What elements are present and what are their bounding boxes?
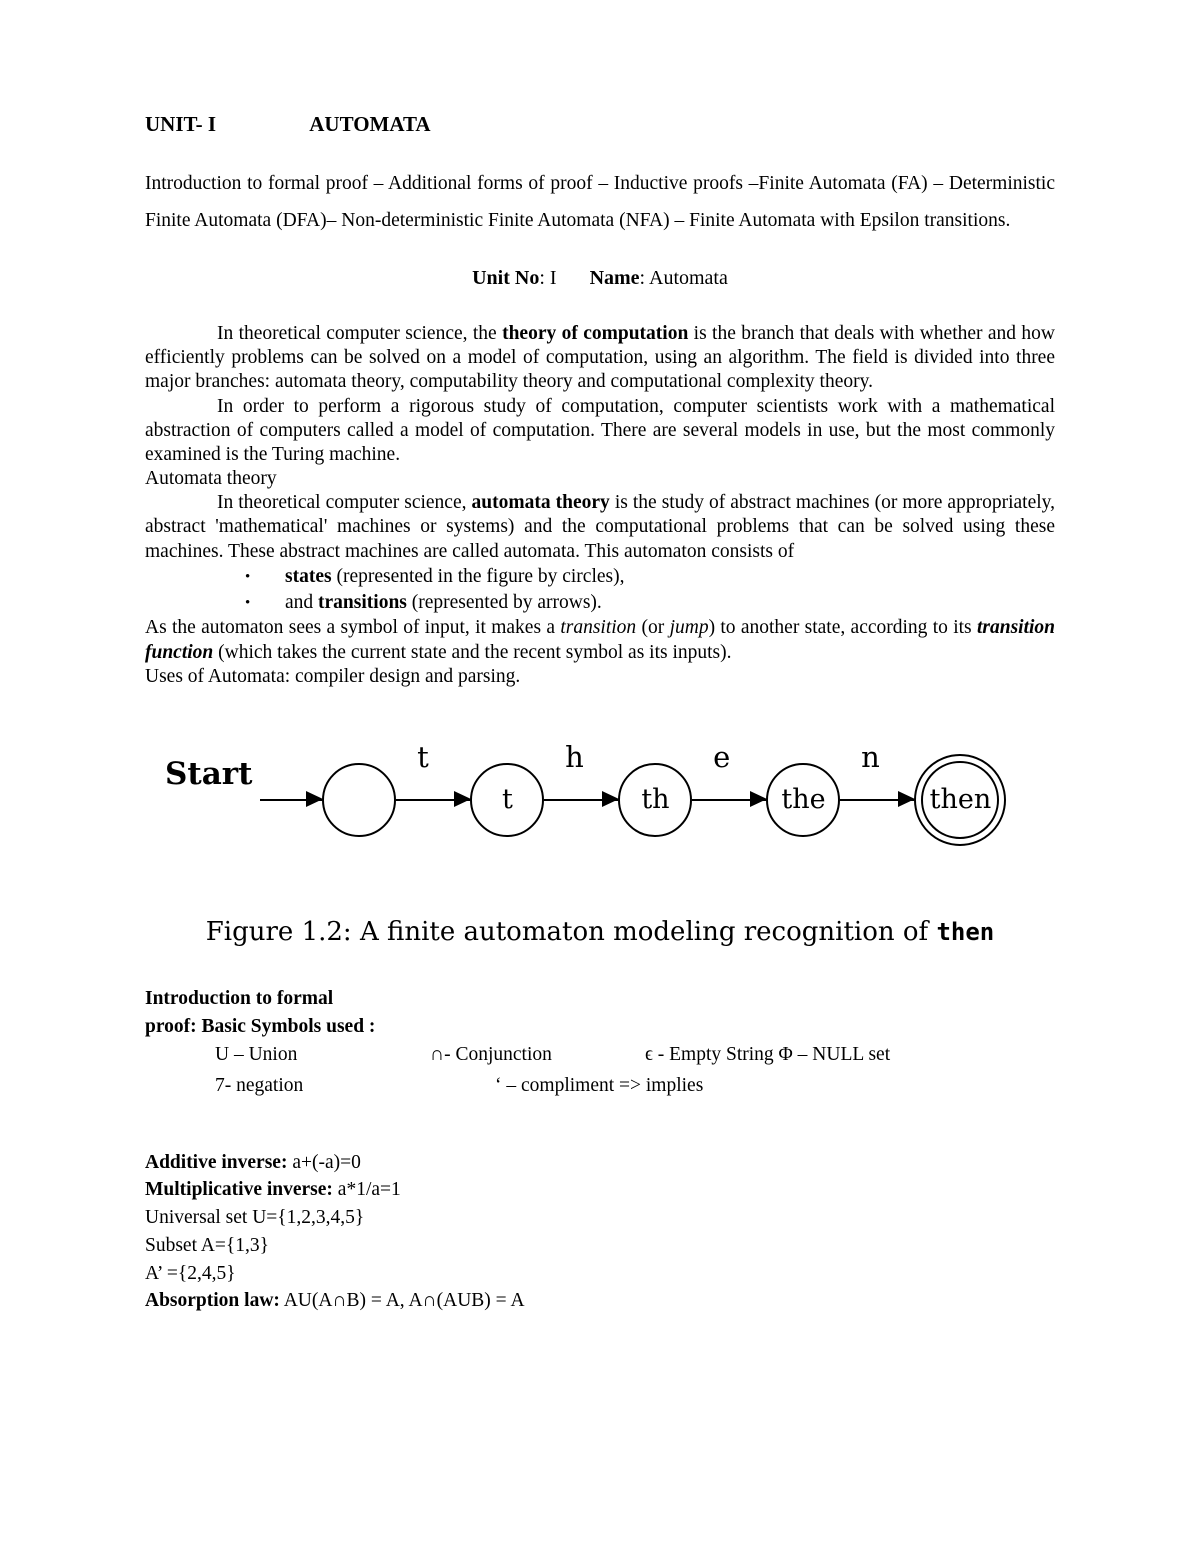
- p1-text-a: In theoretical computer science, the: [217, 323, 503, 345]
- bullet2-bold: transitions: [318, 592, 407, 614]
- paragraph-model-of-computation: In order to perform a rigorous study of computation, computer scientists work with a mathematical abstraction of computers called a model of computation. There are several models in use, but the most commonly examined is the Turing machine.: [145, 395, 1055, 465]
- law-value: A’ ={2,4,5}: [145, 1262, 236, 1284]
- p1-text-c: is the branch that deals with whether and how efficiently problems can be solved on a model of computation, using an algorithm. The field is divided into three major branches: automata theory, computability theory and computational complexity theory.: [145, 323, 1055, 393]
- syllabus-paragraph: Introduction to formal proof – Additional forms of proof – Inductive proofs –Finite Automata (FA) – Deterministic Finite Automata (DFA)– Non-deterministic Finite Automata (NFA) – Finite Automata with Epsilon transitions.: [145, 173, 1055, 232]
- p4-italic-jump: jump: [669, 617, 709, 639]
- accepting-state-inner-circle: [921, 761, 999, 839]
- unit-title-row: [145, 112, 1055, 137]
- bullet1-rest: (represented in the figure by circles),: [331, 565, 625, 587]
- transition-arrow-e: [692, 739, 766, 801]
- symbols-row-2: [145, 1071, 1055, 1101]
- unit-no-label: Unit No: [472, 267, 540, 290]
- formal-proof-heading-line2: proof: Basic Symbols used :: [145, 1015, 376, 1037]
- accepting-state-circle-then: [914, 754, 1006, 846]
- law-absorption: [145, 1287, 1055, 1315]
- law-multiplicative-inverse: [145, 1176, 1055, 1204]
- figure-caption-keyword: then: [936, 917, 995, 946]
- p3-bold-term: automata theory: [471, 492, 610, 514]
- law-label: Additive inverse:: [145, 1151, 288, 1173]
- automaton-diagram: [165, 725, 1055, 875]
- symbol-compliment-implies: ‘ – compliment => implies: [495, 1074, 704, 1096]
- universal-set-line: [145, 1204, 1055, 1232]
- law-label: Multiplicative inverse:: [145, 1179, 333, 1201]
- bullet2-pre: and: [285, 592, 319, 614]
- state-label: t: [502, 784, 513, 816]
- symbol-conjunction: ∩- Conjunction: [430, 1044, 552, 1066]
- paragraph-theory-of-computation: [145, 322, 1055, 395]
- formal-proof-heading-line1: Introduction to formal: [145, 987, 334, 1009]
- bullet1-bold: states: [285, 565, 332, 587]
- unit-no-value: : I: [539, 267, 557, 290]
- transition-label-n: n: [861, 739, 880, 774]
- law-additive-inverse: [145, 1149, 1055, 1177]
- p3-text-a: In theoretical computer science,: [217, 492, 472, 514]
- state-circle-t: [470, 763, 544, 837]
- p4-text-a: As the automaton sees a symbol of input, it makes a: [145, 617, 561, 639]
- law-value: a*1/a=1: [332, 1179, 401, 1201]
- bullet2-rest: (represented by arrows).: [406, 592, 602, 614]
- transition-label-h: h: [565, 739, 584, 774]
- transition-label-e: e: [713, 739, 731, 774]
- p3-text-c: is the study of abstract machines (or more appropriately, abstract 'mathematical' machines or systems) and the computational problems that can be solved using these machines. These abstract machines are called automata. This automaton consists of: [145, 492, 1055, 562]
- symbol-union: U – Union: [215, 1044, 298, 1066]
- p4-text-c: (or: [636, 617, 670, 639]
- figure-caption-text: Figure 1.2: A finite automaton modeling recognition of: [205, 916, 937, 947]
- state-circle-the: [766, 763, 840, 837]
- start-label: Start: [165, 755, 253, 792]
- p4-text-e: ) to another state, according to its: [708, 617, 977, 639]
- law-value: Subset A={1,3}: [145, 1234, 269, 1256]
- paragraph-transition-function: [145, 616, 1055, 664]
- bullet-transitions: [145, 590, 1055, 616]
- state-label: then: [929, 784, 992, 816]
- unit-number: UNIT- I: [145, 112, 216, 136]
- name-label: Name: [589, 267, 640, 290]
- law-value: AU(A∩B) = A, A∩(AUB) = A: [279, 1290, 525, 1312]
- bullet-icon: •: [245, 568, 251, 585]
- symbols-row-1: [145, 1040, 1055, 1070]
- symbol-empty-string-null-set: ϵ - Empty String Φ – NULL set: [645, 1044, 891, 1066]
- law-value: Universal set U={1,2,3,4,5}: [145, 1207, 365, 1229]
- bullet-states: [145, 564, 1055, 590]
- state-label: th: [641, 784, 670, 816]
- uses-of-automata-line: Uses of Automata: compiler design and parsing.: [145, 665, 521, 687]
- p4-bolditalic-term: transition function: [145, 617, 1056, 663]
- unit-title: AUTOMATA: [309, 112, 431, 136]
- symbol-negation: 7- negation: [215, 1074, 304, 1096]
- automata-theory-heading: Automata theory: [145, 468, 277, 490]
- law-label: Absorption law:: [145, 1290, 280, 1312]
- paragraph-automata-theory: [145, 491, 1055, 564]
- transition-arrow-t: [396, 739, 470, 801]
- bullet-icon: •: [245, 595, 251, 612]
- laws-section: [145, 1149, 1055, 1315]
- start-arrow: [260, 799, 322, 801]
- p1-bold-term: theory of computation: [502, 323, 689, 345]
- p4-italic-transition: transition: [560, 617, 637, 639]
- transition-arrow-n: [840, 739, 914, 801]
- subset-line: [145, 1232, 1055, 1260]
- state-label: the: [781, 784, 826, 816]
- law-value: a+(-a)=0: [287, 1151, 361, 1173]
- state-circle-th: [618, 763, 692, 837]
- state-circle-empty: [322, 763, 396, 837]
- complement-line: [145, 1260, 1055, 1288]
- p4-text-g: (which takes the current state and the recent symbol as its inputs).: [213, 641, 732, 663]
- figure-caption: [145, 917, 1055, 947]
- transition-label-t: t: [417, 739, 429, 774]
- name-value: : Automata: [639, 267, 728, 290]
- unit-name-line: [145, 267, 1055, 290]
- transition-arrow-h: [544, 739, 618, 801]
